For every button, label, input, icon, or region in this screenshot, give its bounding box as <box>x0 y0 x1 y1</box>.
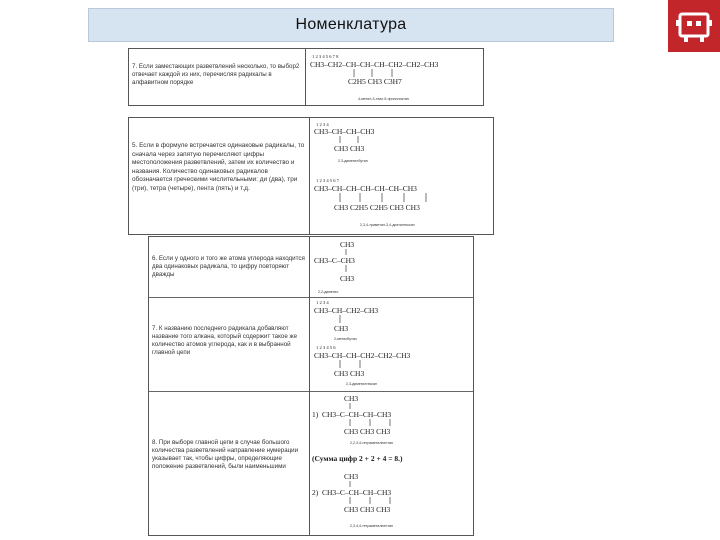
substituents: CH3 CH3 CH3 <box>344 505 391 514</box>
structural-formula: CH3–C–CH–CH–CH3 <box>322 410 392 419</box>
formula-cell <box>309 118 493 234</box>
rule-text: 8. При выборе главной цепи в случае большого количества разветвлений направление нумерации указывает так, чтобы цифры, определяющие положение разветвлений, были наименьшими <box>152 439 299 470</box>
page-title: Номенклатура <box>295 16 407 33</box>
rule-block-table <box>148 236 474 536</box>
substituent-top: CH3 <box>340 240 355 249</box>
substituents: C2H5 CH3 C3H7 <box>348 77 402 86</box>
substituents: CH3 CH3 CH3 <box>344 427 391 436</box>
structural-formula: CH3–CH2–CH–CH–CH–CH2–CH2–CH3 <box>310 60 439 69</box>
rule-block-alphabetical <box>128 48 484 106</box>
rule-text: 6. Если у одного и того же атома углерода находится два одинаковых радикала, то цифру повторяют дважды <box>152 255 305 278</box>
locant-numbers: 1 2 3 4 5 6 7 <box>316 178 339 183</box>
robot-face-icon <box>668 0 720 52</box>
substituents: CH3 CH3 <box>334 369 365 378</box>
substituents: CH3 C2H5 C2H5 CH3 CH3 <box>334 203 420 212</box>
rule-text: 7. Если заместающих разветвлений несколько, то выбор2 отвечает каждой из них, перечисляя радикалы в алфавитном порядке <box>132 63 300 86</box>
substituents: CH3 <box>334 324 349 333</box>
locant-numbers: 1 2 3 4 5 6 <box>316 345 336 350</box>
locant-numbers: 1 2 3 4 <box>316 122 329 127</box>
substituent-bottom: CH3 <box>340 274 355 283</box>
formula-cell <box>305 49 483 105</box>
rule-text: 5. Если в формуле встречается одинаковые радикалы, то сначала через запятую перечисляют цифры местоположения разветвлений, затем их количество и названия. Количество одинаковых радикалов обозначается греческими числительными: ди (два), три (три), тетра (четыре), пента (пять) и т.д. <box>132 142 305 192</box>
structural-formula: CH3–C–CH3 <box>314 256 355 265</box>
locant-numbers: 1 2 3 4 <box>316 300 329 305</box>
structural-formula: CH3–CH–CH–CH2–CH2–CH3 <box>314 351 411 360</box>
variant-label: 1) <box>312 410 319 419</box>
substituent-top: CH3 <box>344 472 359 481</box>
formula-cell <box>309 237 473 535</box>
substituent-top: CH3 <box>344 394 359 403</box>
compound-name: 2,3,4-триметил-3,4-диэтилгексан <box>360 223 415 227</box>
compound-name: 2,3-диметилгексан <box>346 382 378 386</box>
digit-sum-note: (Сумма цифр 2 + 2 + 4 = 8.) <box>312 454 403 463</box>
structural-formula: CH3–CH–CH–CH3 <box>314 127 375 136</box>
compound-name: 2,2-диметил <box>318 290 339 294</box>
compound-name: 2-метилбутан <box>334 337 357 341</box>
title-bar <box>88 8 614 42</box>
rule-block-identical-radicals <box>128 117 494 235</box>
compound-name: 4-метил-3-этил-5-пропилоктан <box>358 97 409 101</box>
compound-name: 2,3-диметилбутан <box>338 159 368 163</box>
variant-label: 2) <box>312 488 319 497</box>
rule-text: 7. К названию последнего радикала добавляют название того алкана, который содержит такое же количество атомов углерода, как и в выбранной главной цепи <box>152 325 298 356</box>
compound-name: 2,2,3,4-тетраметилпентан <box>350 441 393 445</box>
substituents: CH3 CH3 <box>334 144 365 153</box>
locant-numbers: 1 2 3 4 5 6 7 8 <box>312 54 339 59</box>
compound-name: 2,3,4,4-тетраметилпентан <box>350 524 393 528</box>
structural-formula: CH3–CH–CH–CH–CH–CH–CH3 <box>314 184 417 193</box>
structural-formula: CH3–C–CH–CH–CH3 <box>322 488 392 497</box>
structural-formula: CH3–CH–CH2–CH3 <box>314 306 379 315</box>
